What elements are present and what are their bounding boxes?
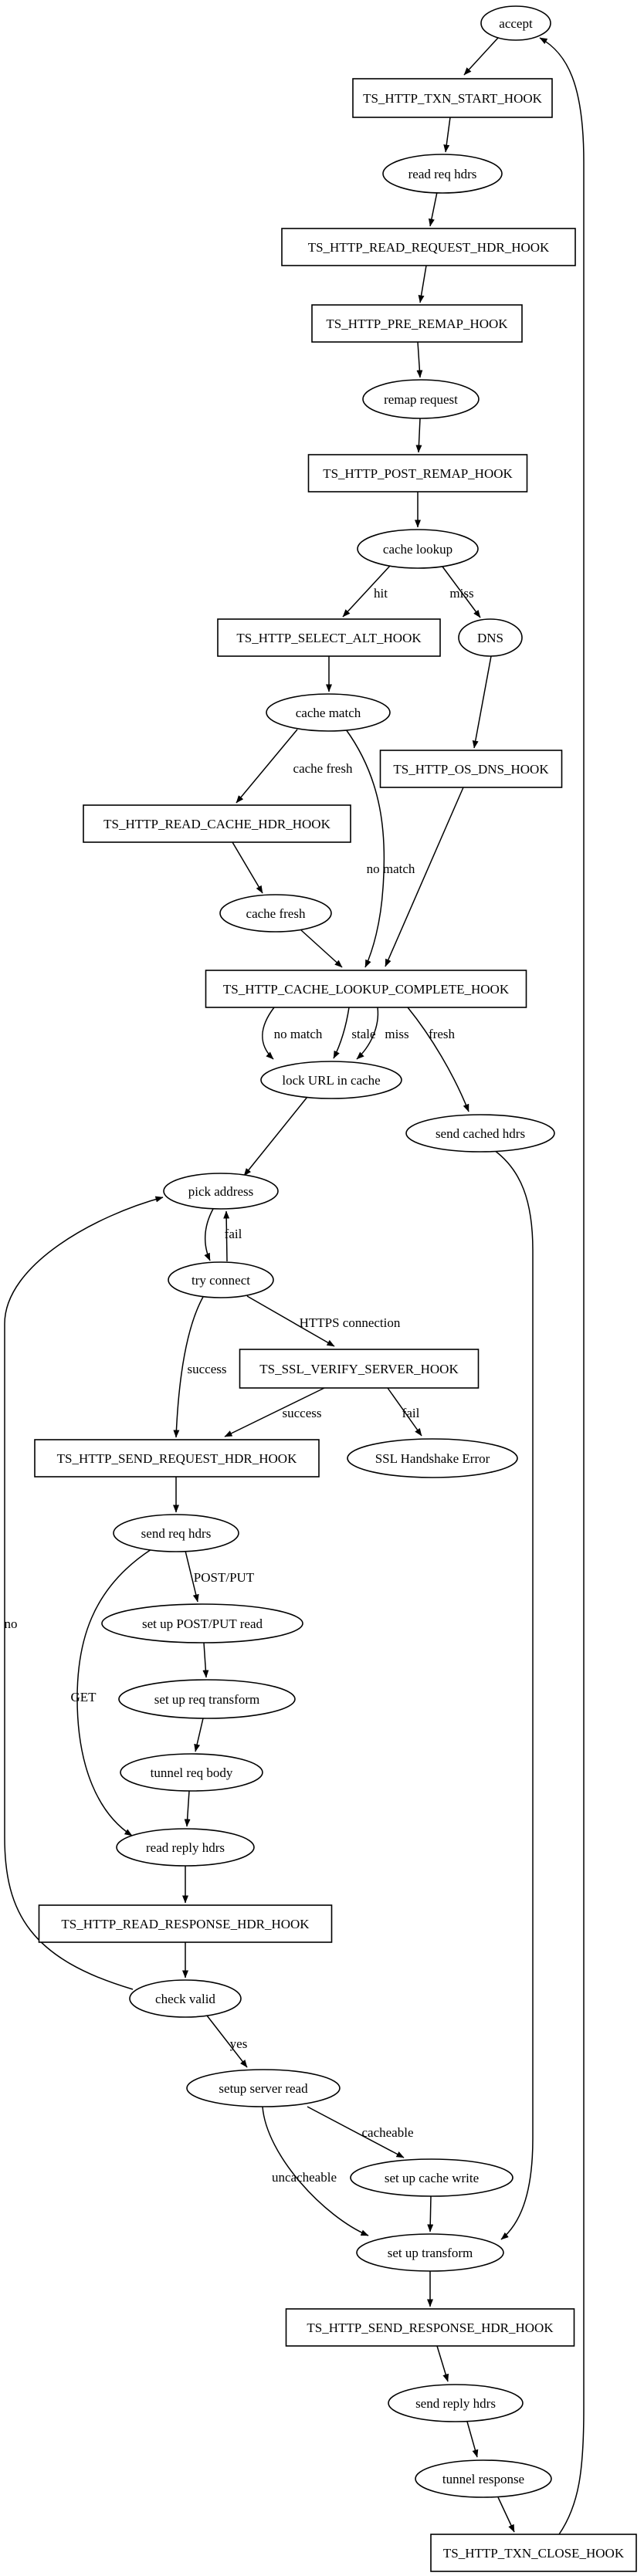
edge-read-cache-to-cache-fresh xyxy=(232,842,263,893)
node-label-setup-post-put-read: set up POST/PUT read xyxy=(142,1616,263,1631)
node-label-setup-transform: set up transform xyxy=(387,2246,473,2260)
edge-label-send-req-hdrs-get: GET xyxy=(70,1690,97,1704)
edge-label-try-connect-fail: fail xyxy=(224,1227,242,1241)
edge-txn-close-to-accept xyxy=(540,38,584,2534)
node-ssl-verify-server-hook xyxy=(240,1349,479,1388)
node-label-txn-start-hook: TS_HTTP_TXN_START_HOOK xyxy=(363,91,542,106)
node-os-dns-hook xyxy=(381,750,562,787)
node-send-reply-hdrs xyxy=(388,2385,523,2422)
edge-read-request-to-pre-remap xyxy=(420,266,426,303)
node-txn-start-hook xyxy=(353,79,552,117)
edge-label-try-connect-https: HTTPS connection xyxy=(299,1315,401,1330)
node-label-select-alt-hook: TS_HTTP_SELECT_ALT_HOOK xyxy=(236,631,422,645)
node-label-pre-remap-hook: TS_HTTP_PRE_REMAP_HOOK xyxy=(326,316,508,331)
edge-cache-fresh-to-complete xyxy=(301,930,342,967)
node-label-setup-server-read: setup server read xyxy=(219,2081,308,2096)
node-label-read-req-hdrs: read req hdrs xyxy=(408,167,477,181)
node-setup-server-read xyxy=(187,2070,340,2107)
node-send-req-hdrs xyxy=(114,1515,239,1552)
node-lock-url-in-cache xyxy=(261,1061,402,1098)
edge-label-check-valid-no: no xyxy=(4,1616,18,1631)
node-cache-lookup xyxy=(358,530,478,568)
node-label-try-connect: try connect xyxy=(192,1273,250,1288)
edge-post-put-to-req-transform xyxy=(204,1643,206,1677)
node-read-req-hdrs xyxy=(383,154,502,193)
edge-complete-no-match xyxy=(263,1007,274,1059)
edges-layer xyxy=(5,38,584,2534)
node-label-lock-url-in-cache: lock URL in cache xyxy=(282,1073,381,1088)
edge-os-dns-to-complete xyxy=(385,787,463,966)
node-pre-remap-hook xyxy=(312,305,522,342)
node-label-ssl-verify-server-hook: TS_SSL_VERIFY_SERVER_HOOK xyxy=(259,1362,459,1376)
node-label-read-response-hdr-hook: TS_HTTP_READ_RESPONSE_HDR_HOOK xyxy=(61,1917,310,1931)
node-cache-match xyxy=(266,694,390,731)
edge-req-transform-to-tunnel-body xyxy=(195,1718,203,1752)
node-read-response-hdr-hook xyxy=(39,1905,332,1942)
edge-check-valid-no xyxy=(5,1197,163,1989)
edge-label-complete-fresh: fresh xyxy=(429,1027,455,1041)
node-setup-transform xyxy=(357,2234,503,2271)
edge-label-check-valid-yes: yes xyxy=(229,2036,248,2051)
edge-remap-request-to-post-remap xyxy=(419,418,420,452)
edge-pre-remap-to-remap-request xyxy=(418,342,420,377)
edge-label-cache-lookup-miss: miss xyxy=(449,586,474,601)
node-label-send-cached-hdrs: send cached hdrs xyxy=(435,1126,526,1141)
node-dns xyxy=(459,619,522,656)
node-label-txn-close-hook: TS_HTTP_TXN_CLOSE_HOOK xyxy=(442,2546,625,2561)
node-pick-address xyxy=(164,1173,278,1209)
node-label-os-dns-hook: TS_HTTP_OS_DNS_HOOK xyxy=(393,762,549,777)
node-cache-fresh xyxy=(220,895,331,932)
edge-label-cache-lookup-hit: hit xyxy=(374,586,388,601)
node-label-setup-cache-write: set up cache write xyxy=(384,2171,480,2185)
node-label-setup-req-transform: set up req transform xyxy=(154,1692,260,1707)
node-label-tunnel-req-body: tunnel req body xyxy=(150,1765,233,1780)
node-send-request-hdr-hook xyxy=(35,1440,319,1477)
node-label-post-remap-hook: TS_HTTP_POST_REMAP_HOOK xyxy=(323,466,513,481)
node-label-remap-request: remap request xyxy=(384,392,458,407)
edge-txn-start-to-read-req-hdrs xyxy=(446,117,450,152)
edge-tunnel-body-to-read-reply xyxy=(187,1791,189,1826)
node-tunnel-req-body xyxy=(120,1754,263,1791)
edge-label-ssl-verify-fail: fail xyxy=(402,1406,420,1420)
edge-label-send-req-hdrs-post-put: POST/PUT xyxy=(193,1570,255,1585)
edge-label-cache-match-cache-fresh: cache fresh xyxy=(293,761,353,776)
edge-pick-address-to-try-connect xyxy=(205,1209,213,1261)
node-send-response-hdr-hook xyxy=(286,2309,575,2346)
node-label-send-reply-hdrs: send reply hdrs xyxy=(415,2396,496,2411)
node-label-send-request-hdr-hook: TS_HTTP_SEND_REQUEST_HDR_HOOK xyxy=(56,1451,297,1466)
node-label-dns: DNS xyxy=(476,631,504,645)
node-txn-close-hook xyxy=(431,2534,636,2571)
node-read-request-hdr-hook xyxy=(282,228,575,266)
node-label-cache-fresh: cache fresh xyxy=(246,906,306,921)
node-tunnel-response xyxy=(415,2460,551,2497)
node-check-valid xyxy=(130,1980,241,2017)
edge-label-ssl-verify-success: success xyxy=(282,1406,322,1420)
node-setup-cache-write xyxy=(351,2159,513,2196)
node-try-connect xyxy=(168,1262,273,1298)
edge-tunnel-response-to-txn-close xyxy=(498,2497,514,2532)
edge-label-complete-miss: miss xyxy=(385,1027,409,1041)
edge-read-req-hdrs-to-read-request xyxy=(430,192,437,226)
node-label-pick-address: pick address xyxy=(188,1184,254,1199)
edge-dns-to-os-dns xyxy=(474,656,491,748)
node-label-accept: accept xyxy=(499,16,533,31)
edge-accept-to-txn-start xyxy=(464,38,498,75)
edge-cache-write-to-transform xyxy=(430,2196,431,2232)
node-label-send-response-hdr-hook: TS_HTTP_SEND_RESPONSE_HDR_HOOK xyxy=(307,2320,554,2335)
node-label-ssl-handshake-error: SSL Handshake Error xyxy=(375,1451,490,1466)
node-read-cache-hdr-hook xyxy=(83,805,351,842)
node-label-cache-lookup: cache lookup xyxy=(382,542,453,557)
node-send-cached-hdrs xyxy=(406,1115,554,1152)
node-label-check-valid: check valid xyxy=(155,1992,215,2006)
edge-cache-match-cache-fresh xyxy=(236,729,297,803)
node-label-cache-lookup-complete-hook: TS_HTTP_CACHE_LOOKUP_COMPLETE_HOOK xyxy=(222,982,510,997)
edge-lock-url-to-pick-address xyxy=(244,1097,307,1176)
edge-label-server-read-uncacheable: uncacheable xyxy=(272,2170,337,2185)
node-select-alt-hook xyxy=(218,619,440,656)
node-label-read-request-hdr-hook: TS_HTTP_READ_REQUEST_HDR_HOOK xyxy=(307,240,550,255)
edge-send-cached-to-setup-transform xyxy=(494,1150,533,2239)
edge-complete-stale xyxy=(334,1007,349,1058)
node-label-read-reply-hdrs: read reply hdrs xyxy=(146,1840,225,1855)
edge-send-reply-to-tunnel-response xyxy=(467,2422,477,2457)
nodes-layer xyxy=(35,6,636,2571)
edge-label-complete-no-match: no match xyxy=(273,1027,323,1041)
node-remap-request xyxy=(363,380,479,418)
edge-send-response-to-send-reply xyxy=(437,2346,448,2381)
node-label-send-req-hdrs: send req hdrs xyxy=(141,1526,212,1541)
node-label-read-cache-hdr-hook: TS_HTTP_READ_CACHE_HDR_HOOK xyxy=(103,817,330,831)
node-label-tunnel-response: tunnel response xyxy=(442,2472,525,2486)
node-setup-req-transform xyxy=(119,1680,295,1718)
node-setup-post-put-read xyxy=(102,1604,303,1643)
edge-label-cache-match-no-match: no match xyxy=(366,861,415,876)
edge-label-complete-stale: stale xyxy=(351,1027,376,1041)
edge-complete-fresh xyxy=(408,1007,469,1112)
edge-label-server-read-cacheable: cacheable xyxy=(361,2125,414,2140)
node-label-cache-match: cache match xyxy=(295,706,361,720)
node-accept xyxy=(481,6,551,40)
node-read-reply-hdrs xyxy=(117,1829,254,1866)
node-cache-lookup-complete-hook xyxy=(206,970,527,1007)
node-ssl-handshake-error xyxy=(347,1439,517,1478)
edge-label-try-connect-success: success xyxy=(187,1362,227,1376)
node-post-remap-hook xyxy=(309,455,527,492)
